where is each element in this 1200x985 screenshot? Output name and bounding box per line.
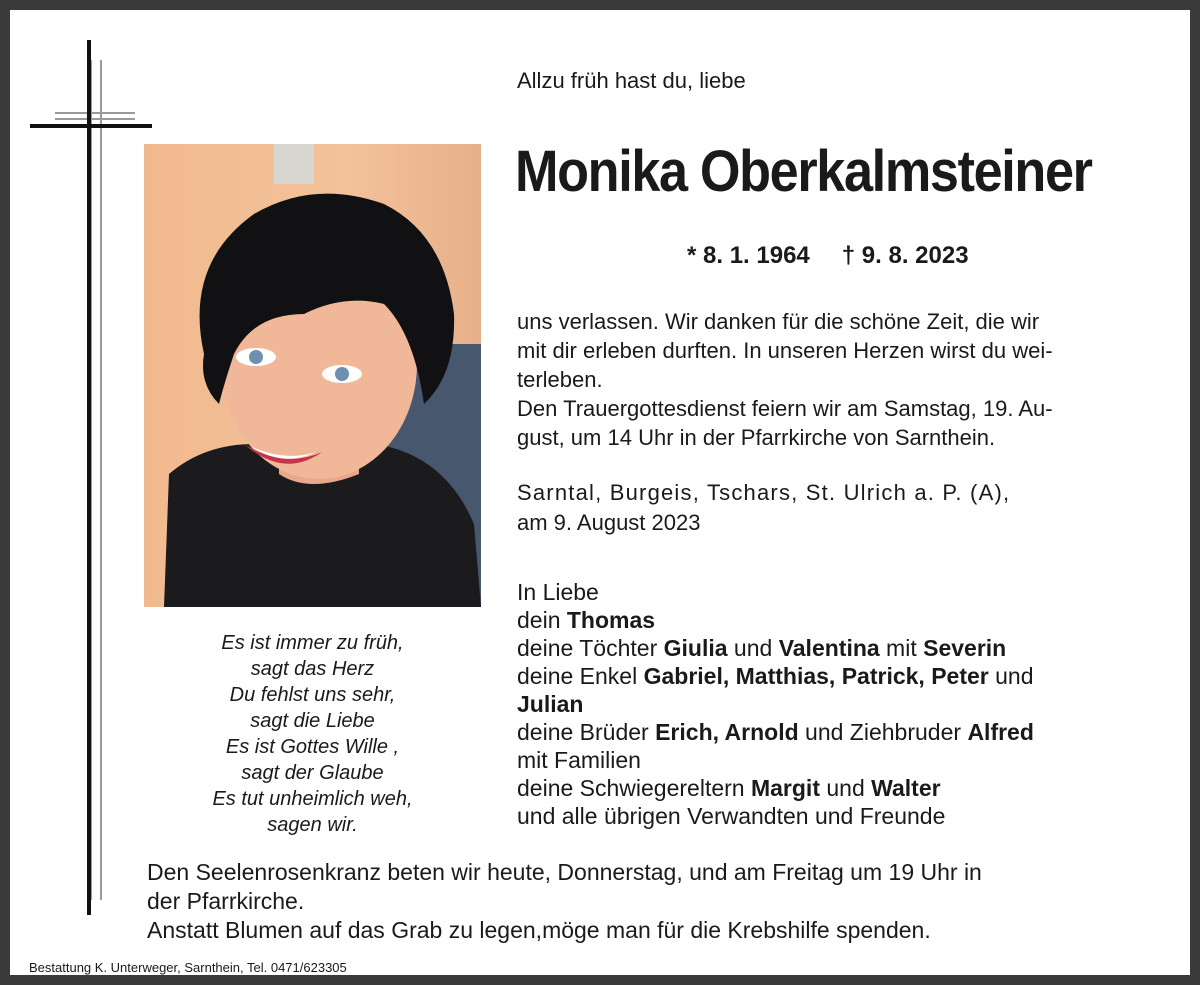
family-line: und alle übrigen Verwandten und Freunde	[517, 803, 946, 829]
body-line: uns verlassen. Wir danken für die schöne Zeit, die wir	[517, 309, 1040, 334]
service-line: Anstatt Blumen auf das Grab zu legen,möge man für die Krebshilfe spenden.	[147, 917, 931, 943]
family-text: dein	[517, 607, 567, 633]
place-line: Sarntal, Burgeis, Tschars, St. Ulrich a. P. (A),	[517, 480, 1011, 505]
poem-line: sagt das Herz	[250, 658, 375, 680]
family-line	[517, 606, 1034, 634]
family-list	[517, 578, 1034, 830]
portrait-photo	[144, 144, 481, 607]
funeral-home-credit: Bestattung K. Unterweger, Sarnthein, Tel. 0471/623305	[29, 960, 347, 975]
poem-line: sagt die Liebe	[250, 710, 375, 732]
cross-shadow-horizontal	[55, 112, 135, 120]
body-line: mit dir erleben durften. In unseren Herzen wirst du wei-	[517, 338, 1053, 363]
body-line: gust, um 14 Uhr in der Pfarrkirche von Sarnthein.	[517, 425, 996, 450]
family-line	[517, 690, 1034, 718]
place-date	[517, 478, 1010, 538]
family-line	[517, 718, 1034, 746]
body-line: Den Trauergottesdienst feiern wir am Samstag, 19. Au-	[517, 396, 1053, 421]
family-line	[517, 774, 1034, 802]
birth-date: * 8. 1. 1964	[687, 242, 810, 269]
service-notes	[147, 858, 982, 945]
family-text: und	[819, 775, 872, 801]
family-text: deine Töchter	[517, 635, 664, 661]
poem-line: Es tut unheimlich weh,	[212, 788, 413, 810]
family-line	[517, 634, 1034, 662]
family-text: und	[988, 663, 1034, 689]
poem-line: Es ist Gottes Wille ,	[225, 736, 400, 758]
family-name: Severin	[923, 635, 1007, 661]
family-text: mit	[879, 635, 924, 661]
cross-icon	[87, 40, 91, 915]
family-name: Erich, Arnold	[655, 719, 799, 745]
poem-line: sagen wir.	[267, 814, 358, 836]
body-line: terleben.	[517, 367, 603, 392]
service-line: Den Seelenrosenkranz beten wir heute, Donnerstag, und am Freitag um 19 Uhr in	[147, 859, 982, 885]
deceased-name: Monika Oberkalmsteiner	[515, 139, 1092, 204]
family-line: In Liebe	[517, 579, 599, 605]
family-line: mit Familien	[517, 747, 641, 773]
family-text: deine Schwiegereltern	[517, 775, 751, 801]
family-line	[517, 662, 1034, 690]
poem-line: sagt der Glaube	[241, 762, 384, 784]
cross-bar	[30, 124, 152, 128]
poem	[160, 630, 465, 838]
family-name: Valentina	[778, 635, 880, 661]
date-line: am 9. August 2023	[517, 510, 701, 535]
poem-line: Du fehlst uns sehr,	[229, 684, 396, 706]
family-name: Margit	[750, 775, 820, 801]
family-text: deine Brüder	[517, 719, 656, 745]
family-name: Alfred	[967, 719, 1034, 745]
family-name: Julian	[517, 691, 584, 717]
family-text: und Ziehbruder	[798, 719, 968, 745]
family-name: Thomas	[566, 607, 656, 633]
family-text: deine Enkel	[517, 663, 644, 689]
portrait-figure	[144, 144, 481, 607]
family-name: Walter	[871, 775, 941, 801]
body-text	[517, 307, 1182, 452]
poem-line: Es ist immer zu früh,	[221, 632, 404, 654]
death-date: † 9. 8. 2023	[841, 242, 969, 269]
service-line: der Pfarrkirche.	[147, 888, 305, 914]
family-name: Gabriel, Matthias, Patrick, Peter	[643, 663, 989, 689]
family-name: Giulia	[663, 635, 728, 661]
intro-text: Allzu früh hast du, liebe	[517, 68, 746, 93]
family-text: und	[727, 635, 779, 661]
life-dates	[687, 242, 969, 270]
cross-shadow-vertical	[90, 60, 102, 900]
